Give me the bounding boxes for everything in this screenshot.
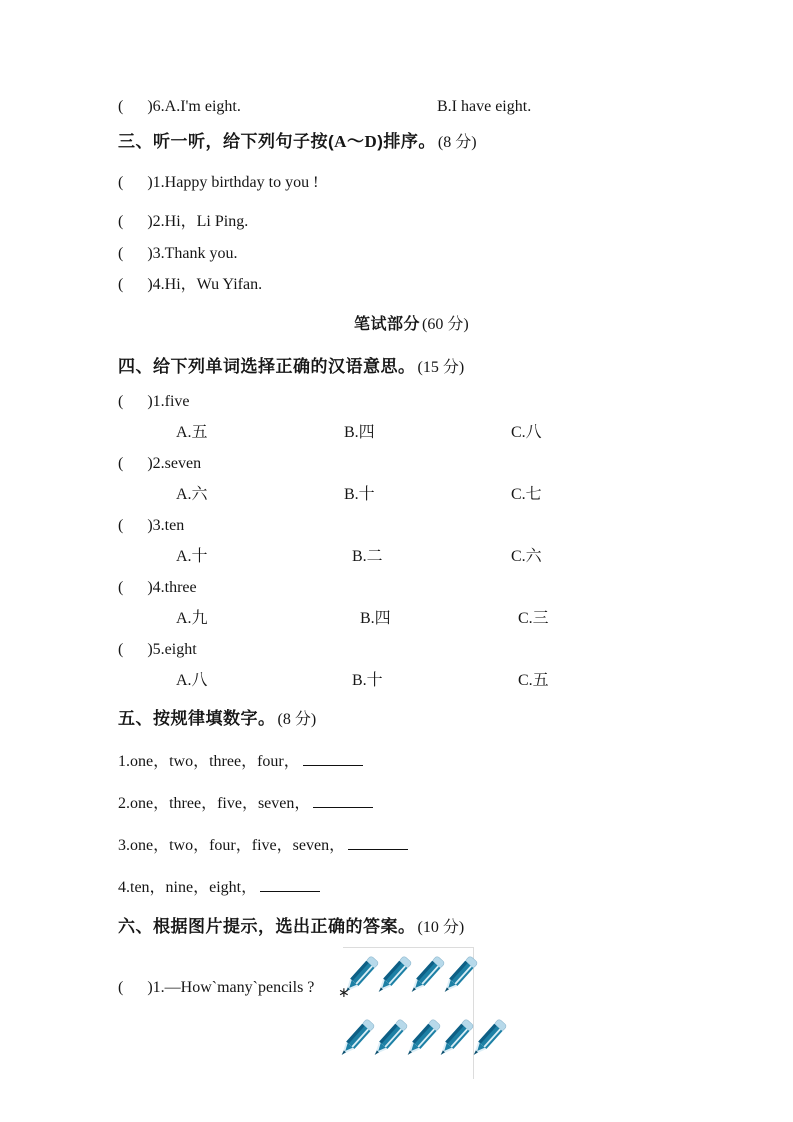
section-5-title: 五、按规律填数字。	[118, 709, 276, 728]
section-5-score: (8 分)	[277, 711, 317, 728]
pencil-icon	[447, 949, 476, 1004]
number-pattern-item-2	[118, 792, 753, 814]
option-a: A.十	[176, 548, 208, 565]
question-stem-row	[118, 448, 753, 479]
question-text: 1.—How`many`pencils ?	[152, 979, 315, 996]
option-c: C.七	[511, 486, 542, 503]
option-b: B.十	[352, 672, 383, 689]
option-a: A.五	[176, 424, 208, 441]
sentence-text: 3.Thank you.	[152, 245, 238, 262]
option-b: B.四	[344, 424, 375, 441]
option-a: A.六	[176, 486, 208, 503]
section-3-heading	[118, 130, 753, 153]
sentence-text: 2.Hi，Li Ping.	[152, 213, 249, 230]
section-4-heading	[118, 355, 753, 378]
question-word: 2.seven	[152, 455, 202, 472]
question-stem-row	[118, 634, 753, 665]
answer-bracket[interactable]: ( )	[118, 579, 153, 596]
listening-sort-item-4	[118, 274, 753, 295]
answer-blank[interactable]	[260, 876, 320, 892]
answer-blank[interactable]	[348, 834, 408, 850]
question-word: 3.ten	[152, 517, 185, 534]
options-row	[118, 665, 753, 696]
options-row	[118, 479, 753, 510]
answer-bracket[interactable]: ( )	[118, 213, 153, 230]
question-6-option-b: B.I have eight.	[437, 98, 532, 115]
answer-bracket[interactable]: ( )	[118, 98, 153, 115]
section-4-score: (15 分)	[417, 359, 465, 376]
number-pattern-item-3	[118, 834, 753, 856]
section-3-score: (8 分)	[437, 134, 477, 151]
question-word: 1.five	[152, 393, 190, 410]
pencil-row-bottom	[344, 1012, 505, 1072]
pencil-icon	[348, 949, 377, 1004]
listening-sort-item-2	[118, 211, 753, 232]
listening-sort-item-1	[118, 172, 753, 193]
option-c: C.八	[511, 424, 542, 441]
pencil-icon	[381, 949, 410, 1004]
answer-bracket[interactable]: ( )	[118, 174, 153, 191]
written-part-score: (60 分)	[422, 316, 469, 333]
pattern-text: 4.ten，nine，eight，	[118, 879, 258, 896]
option-b: B.四	[360, 610, 391, 627]
options-row	[118, 541, 753, 572]
number-pattern-item-1	[118, 750, 753, 772]
question-stem-row	[118, 510, 753, 541]
option-b: B.二	[352, 548, 383, 565]
pattern-text: 3.one，two，four，five，seven，	[118, 837, 346, 854]
section-6-heading	[118, 915, 753, 938]
option-c: C.三	[518, 610, 549, 627]
written-part-header	[118, 313, 753, 336]
number-pattern-item-4	[118, 876, 753, 898]
option-a: A.九	[176, 610, 208, 627]
section-5-heading	[118, 707, 753, 730]
question-word: 5.eight	[152, 641, 197, 658]
pencil-row-top	[348, 949, 476, 1009]
option-c: C.五	[518, 672, 549, 689]
answer-blank[interactable]	[313, 792, 373, 808]
question-6-option-a: 6.A.I'm eight.	[152, 98, 241, 115]
listening-sort-item-3	[118, 243, 753, 264]
answer-bracket[interactable]: ( )	[118, 455, 153, 472]
section-3-title: 三、听一听，给下列句子按(A～D)排序。	[118, 132, 436, 151]
answer-bracket[interactable]: ( )	[118, 393, 153, 410]
answer-bracket[interactable]: ( )	[118, 245, 153, 262]
pattern-text: 1.one，two，three，four，	[118, 753, 300, 770]
answer-bracket[interactable]: ( )	[118, 517, 153, 534]
option-b: B.十	[344, 486, 375, 503]
pencil-icon	[443, 1012, 472, 1067]
asterisk-artifact: ∗	[338, 985, 350, 1001]
option-c: C.六	[511, 548, 542, 565]
answer-bracket[interactable]: ( )	[118, 979, 153, 996]
pencil-icon	[476, 1012, 505, 1067]
section-6-score: (10 分)	[417, 919, 465, 936]
section-4-questions	[118, 386, 753, 696]
pencil-icon	[410, 1012, 439, 1067]
written-part-title: 笔试部分	[354, 316, 421, 333]
answer-bracket[interactable]: ( )	[118, 641, 153, 658]
answer-bracket[interactable]: ( )	[118, 276, 153, 293]
pencil-icon	[344, 1012, 373, 1067]
options-row	[118, 417, 753, 448]
sentence-text: 4.Hi，Wu Yifan.	[152, 276, 263, 293]
section-6-title: 六、根据图片提示，选出正确的答案。	[118, 917, 416, 936]
pencil-icon	[377, 1012, 406, 1067]
option-a: A.八	[176, 672, 208, 689]
section-4-title: 四、给下列单词选择正确的汉语意思。	[118, 357, 416, 376]
pencils-image	[343, 947, 474, 1079]
question-stem-row	[118, 386, 753, 417]
options-row	[118, 603, 753, 634]
question-stem-row	[118, 572, 753, 603]
listening-question-6	[118, 96, 753, 117]
pattern-text: 2.one，three，five，seven，	[118, 795, 311, 812]
question-word: 4.three	[152, 579, 197, 596]
pencil-icon	[414, 949, 443, 1004]
sentence-text: 1.Happy birthday to you !	[152, 174, 319, 191]
letter-range: A～D	[334, 132, 378, 151]
answer-blank[interactable]	[303, 750, 363, 766]
